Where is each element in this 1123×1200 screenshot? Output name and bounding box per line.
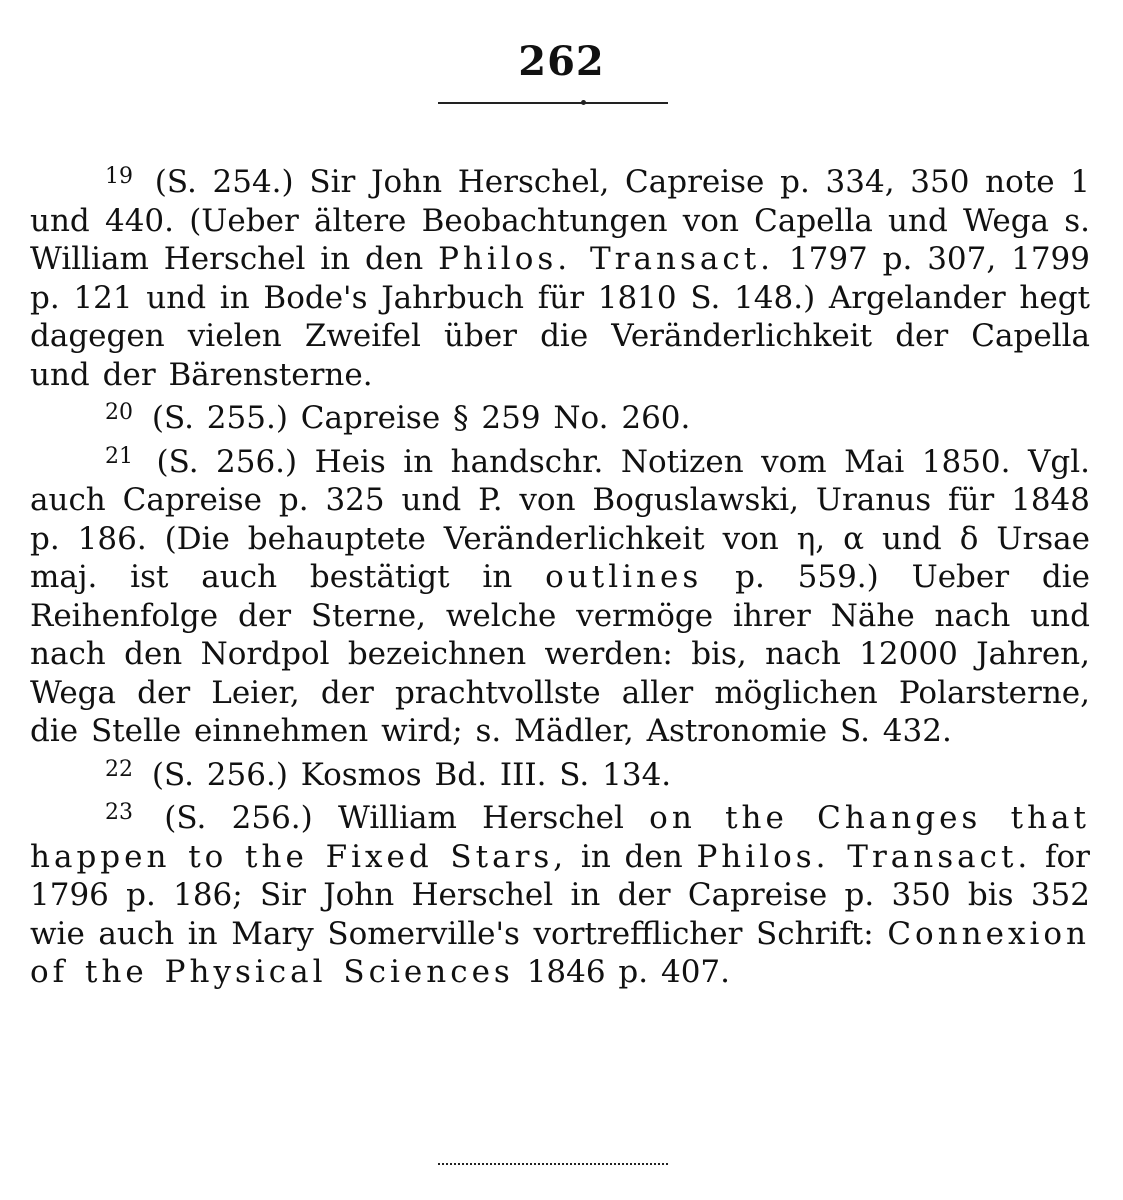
page-number: 262 xyxy=(518,38,605,85)
endnotes xyxy=(30,158,1090,992)
note-text: Kosmos Bd. III. S. 134. xyxy=(300,756,672,793)
note-text: 1846 p. 407. xyxy=(526,954,731,990)
note-spaced-title: on the Changes that happen to the Fixed Stars, xyxy=(30,800,1090,875)
note-22 xyxy=(30,751,1090,795)
note-page-ref: (S. 256.) xyxy=(151,756,288,793)
note-text: Heis in handschr. Notizen vom Mai 1850. Vgl. auch Capreise p. 325 und P. von Boguslawski, Uranus für 1848 p. 186. (Die behauptete Veränderlichkeit von η, α und δ Ursae maj. ist auch bestätigt in xyxy=(30,443,1090,595)
note-spaced-title: Connexion of the Physical Sciences xyxy=(30,915,1091,990)
note-number: 23 xyxy=(105,800,133,825)
note-text: in den xyxy=(580,838,683,875)
header-rule-dot xyxy=(581,100,586,105)
note-19 xyxy=(30,158,1090,394)
note-page-ref: (S. 256.) xyxy=(164,800,313,836)
note-number: 22 xyxy=(105,756,133,782)
note-23 xyxy=(30,794,1090,992)
note-spaced-title: Philos. Transact. xyxy=(438,241,775,277)
note-21 xyxy=(30,438,1090,751)
note-number: 21 xyxy=(105,443,133,469)
note-number: 19 xyxy=(105,164,133,189)
note-20 xyxy=(30,394,1090,438)
note-number: 20 xyxy=(105,400,133,425)
note-page-ref: (S. 254.) xyxy=(154,164,294,200)
footer-rule xyxy=(438,1163,668,1165)
note-spaced-title: outlines xyxy=(545,559,703,595)
note-text: p. 559.) Ueber die Reihenfolge der Sterne, welche vermöge ihrer Nähe nach und nach den Nordpol bezeichnen werden: bis, nach 12000 Jahren, Wega der Leier, der prachtvollste aller möglichen Polarsterne, die Stelle einnehmen wird; s. Mädler, Astronomie S. 432. xyxy=(30,559,1090,749)
note-text: for 1796 p. 186; Sir John Herschel in der Capreise p. 350 bis 352 wie auch in Mary Somerville's vortrefflicher Schrift: xyxy=(30,838,1091,952)
note-page-ref: (S. 255.) xyxy=(151,400,288,436)
note-spaced-title: Philos. Transact. xyxy=(696,838,1032,875)
header-rule xyxy=(438,102,668,104)
note-text: Sir John Herschel, Capreise p. 334, 350 note 1 und 440. (Ueber ältere Beobachtungen von Capella und Wega s. William Herschel in den xyxy=(30,164,1090,277)
note-page-ref: (S. 256.) xyxy=(156,443,298,480)
note-text: Capreise § 259 No. 260. xyxy=(300,400,691,436)
note-text: 1797 p. 307, 1799 p. 121 und in Bode's Jahrbuch für 1810 S. 148.) Argelander hegt dagegen vielen Zweifel über die Veränderlichkeit der Capella und der Bärensterne. xyxy=(30,241,1090,393)
note-text: William Herschel xyxy=(338,800,624,836)
